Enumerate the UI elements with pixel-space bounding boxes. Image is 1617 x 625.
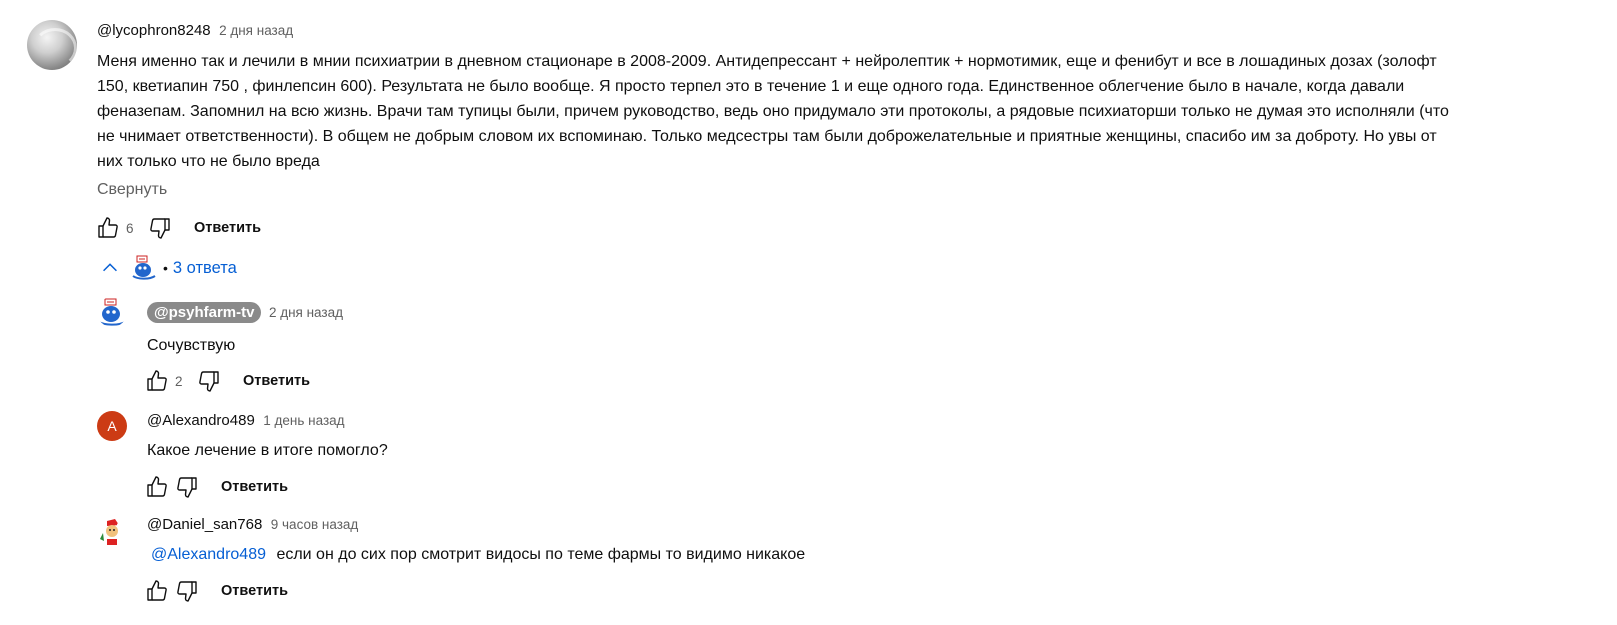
reply-author[interactable]: @Alexandro489 bbox=[147, 412, 255, 429]
like-icon[interactable] bbox=[143, 577, 171, 605]
reply-text: если он до сих пор смотрит видосы по теме фармы то видимо никакое bbox=[276, 546, 806, 563]
avatar[interactable] bbox=[97, 297, 127, 327]
reply-text: Сочувствую bbox=[147, 337, 236, 354]
comment-author[interactable]: @lycophron8248 bbox=[97, 22, 211, 39]
reply-time[interactable]: 1 день назад bbox=[263, 413, 345, 428]
comment-header bbox=[97, 22, 293, 40]
avatar[interactable] bbox=[97, 517, 127, 547]
avatar[interactable]: A bbox=[97, 411, 127, 441]
replies-separator: • bbox=[163, 260, 168, 276]
reply-actions bbox=[143, 473, 288, 501]
like-icon[interactable] bbox=[143, 473, 171, 501]
reply-header bbox=[147, 302, 343, 323]
collapse-button[interactable]: Свернуть bbox=[97, 181, 168, 198]
comment-time[interactable]: 2 дня назад bbox=[219, 23, 294, 38]
reply-button[interactable]: Ответить bbox=[243, 373, 311, 389]
replies-toggle[interactable] bbox=[99, 255, 237, 281]
replies-count: 3 ответа bbox=[172, 258, 237, 277]
comment-actions bbox=[94, 214, 261, 242]
reply-button[interactable]: Ответить bbox=[221, 583, 289, 599]
dislike-icon[interactable] bbox=[195, 367, 223, 395]
mention-link[interactable]: @Alexandro489 bbox=[151, 546, 266, 563]
dislike-icon[interactable] bbox=[146, 214, 174, 242]
reply-header bbox=[147, 516, 358, 534]
creator-avatar bbox=[131, 255, 157, 281]
chevron-up-icon bbox=[99, 257, 121, 279]
reply-text: Какое лечение в итоге помогло? bbox=[147, 442, 388, 459]
dislike-icon[interactable] bbox=[173, 473, 201, 501]
comment-line: них только что не было вреда bbox=[97, 153, 320, 170]
reply-header bbox=[147, 412, 345, 430]
comment-line: феназепам. Запомнил на всю жизнь. Врачи там тупицы были, причем руководство, ведь оно придумало эти протоколы, а рядовые психиаторши только не думая это исполняли (что bbox=[97, 103, 1449, 120]
comment-line: Меня именно так и лечили в мнии психиатрии в дневном стационаре в 2008-2009. Антидепрессант + нейролептик + нормотимик, еще и фенибут и все в лошадиных дозах (золофт bbox=[97, 53, 1437, 70]
like-icon[interactable] bbox=[94, 214, 122, 242]
comment-line: 150, кветиапин 750 , финлепсин 600). Результата не было вообще. Я просто терпел это в течение 1 и еще одного года. Единственное облегчение было в начале, когда давали bbox=[97, 78, 1405, 95]
reply-button[interactable]: Ответить bbox=[194, 220, 262, 236]
avatar[interactable] bbox=[27, 20, 77, 70]
comment-text bbox=[97, 49, 1612, 174]
like-icon[interactable] bbox=[143, 367, 171, 395]
reply-actions bbox=[143, 577, 288, 605]
reply-text-container bbox=[151, 542, 805, 567]
reply-time[interactable]: 9 часов назад bbox=[270, 517, 359, 532]
dislike-icon[interactable] bbox=[173, 577, 201, 605]
like-count: 2 bbox=[175, 373, 183, 389]
like-count: 6 bbox=[126, 220, 134, 236]
reply-author[interactable]: @Daniel_san768 bbox=[147, 516, 263, 533]
reply-button[interactable]: Ответить bbox=[221, 479, 289, 495]
reply-actions bbox=[143, 367, 310, 395]
creator-handle-badge[interactable]: @psyhfarm-tv bbox=[147, 302, 261, 323]
reply-time[interactable]: 2 дня назад bbox=[268, 305, 343, 320]
comment-line: не чнимает ответственности). В общем не добрым словом их вспоминаю. Только медсестры там были доброжелательные и приятные женщины, спасибо им за доброту. Но увы от bbox=[97, 128, 1437, 145]
